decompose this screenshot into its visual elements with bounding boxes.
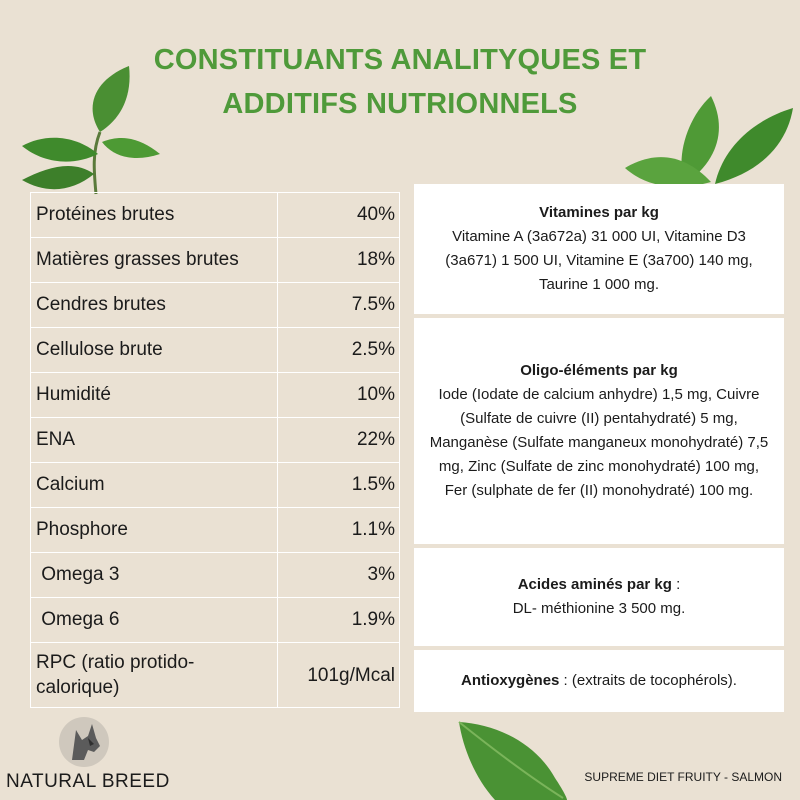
composition-label: Phosphore [31,508,278,553]
composition-value: 22% [278,418,400,463]
amino-acids-panel [414,548,784,646]
composition-label: Omega 3 [31,553,278,598]
product-name: SUPREME DIET FRUITY - SALMON [584,770,782,784]
composition-value: 18% [278,238,400,283]
trace-elements-text: Iode (Iodate de calcium anhydre) 1,5 mg, Cuivre (Sulfate de cuivre (II) pentahydraté) 5 mg, Manganèse (Sulfate manganeux monohydraté) 7,5 mg, Zinc (Sulfate de zinc monohydraté) 100 mg, Fer (sulphate de fer (II) monohydraté) 100 mg. [429,386,769,499]
antioxidants-panel [414,650,784,712]
vitamins-heading: Vitamines par kg [539,204,659,221]
trace-elements-heading: Oligo-éléments par kg [520,362,678,379]
antioxidants-text: : (extraits de tocophérols). [559,672,737,689]
composition-value: 3% [278,553,400,598]
antioxidants-heading: Antioxygènes [461,672,560,689]
composition-row [31,193,400,238]
composition-row [31,463,400,508]
title-line-1: CONSTITUANTS ANALITYQUES ET [153,44,647,76]
leaf-branch-icon-bottom [455,718,585,800]
composition-row [31,238,400,283]
composition-row [31,508,400,553]
composition-value: 10% [278,373,400,418]
composition-row [31,283,400,328]
amino-acids-text: DL- méthionine 3 500 mg. [512,600,686,617]
composition-row [31,553,400,598]
amino-acids-heading: Acides aminés par kg [517,576,672,593]
composition-value: 1.5% [278,463,400,508]
composition-row [31,418,400,463]
composition-value: 40% [278,193,400,238]
page-title [0,38,800,126]
composition-table [30,192,400,708]
amino-acids-colon: : [671,576,681,593]
composition-label: Cellulose brute [31,328,278,373]
composition-row [31,643,400,708]
composition-label: Protéines brutes [31,193,278,238]
composition-label: Omega 6 [31,598,278,643]
vitamins-panel [414,184,784,314]
composition-value: 1.9% [278,598,400,643]
composition-label: Calcium [31,463,278,508]
composition-row [31,373,400,418]
brand-name: NATURAL BREED [6,771,170,792]
composition-row [31,598,400,643]
composition-value: 1.1% [278,508,400,553]
title-line-2: ADDITIFS NUTRIONNELS [222,88,578,120]
composition-label: Humidité [31,373,278,418]
composition-label: RPC (ratio protido-calorique) [31,643,278,708]
composition-label: Matières grasses brutes [31,238,278,283]
vitamins-text: Vitamine A (3a672a) 31 000 UI, Vitamine D3 (3a671) 1 500 UI, Vitamine E (3a700) 140 mg, Taurine 1 000 mg. [445,228,753,293]
composition-value: 2.5% [278,328,400,373]
composition-value: 101g/Mcal [278,643,400,708]
wolf-logo-icon [58,716,110,768]
composition-row [31,328,400,373]
composition-label: ENA [31,418,278,463]
composition-value: 7.5% [278,283,400,328]
trace-elements-panel [414,318,784,544]
composition-label: Cendres brutes [31,283,278,328]
